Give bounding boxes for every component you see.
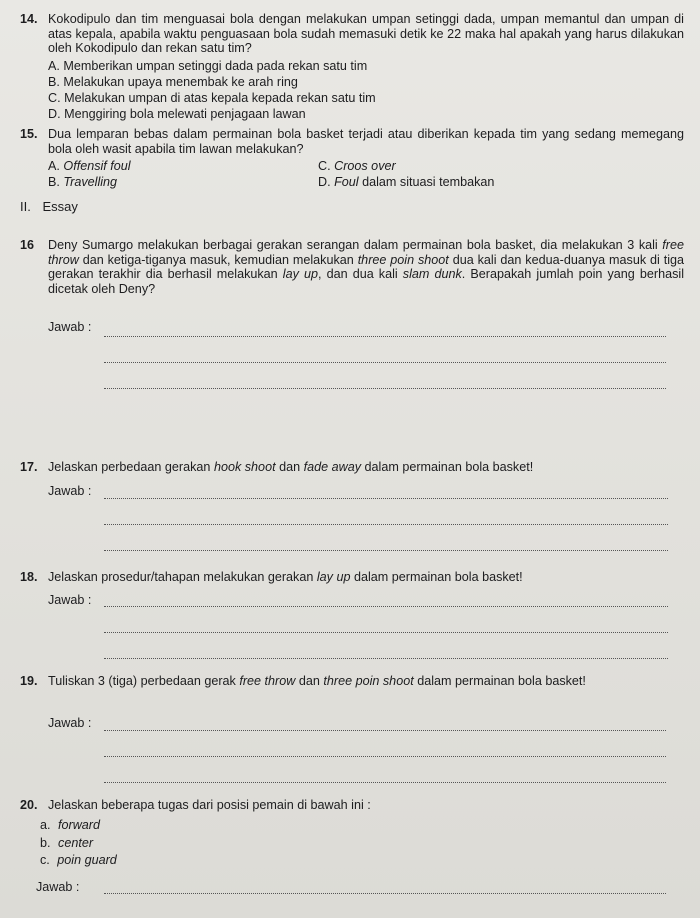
answer-label-16: Jawab : xyxy=(48,320,92,334)
option-15a xyxy=(48,159,131,173)
text-part: Deny Sumargo melakukan berbagai gerakan serangan dalam permainan bola basket, dia melakukan 3 kali xyxy=(48,238,663,252)
term-hook-shoot: hook shoot xyxy=(213,460,276,474)
term-three-poin-shoot: three poin shoot xyxy=(323,674,414,688)
answer-line-18-2[interactable] xyxy=(104,632,668,633)
answer-label-20: Jawab : xyxy=(36,880,80,894)
text-part: dan xyxy=(275,460,304,474)
question-number: 20. xyxy=(20,798,38,812)
text-part: Tuliskan 3 (tiga) perbedaan gerak xyxy=(48,674,240,688)
question-text: Dua lemparan bebas dalam permainan bola basket terjadi atau diberikan kepada tim yang sedang memegang bola oleh wasit apabila tim lawan melakukan? xyxy=(48,127,684,156)
option-text: center xyxy=(58,836,94,850)
term-three-poin-shoot: three poin shoot xyxy=(357,252,449,267)
question-number: 17. xyxy=(20,460,38,474)
option-14b: B. Melakukan upaya menembak ke arah ring xyxy=(48,75,298,89)
option-20b xyxy=(40,836,93,850)
answer-label-19: Jawab : xyxy=(48,716,92,730)
option-label: b. xyxy=(40,836,51,850)
question-text xyxy=(48,674,688,689)
text-part: Jelaskan prosedur/tahapan melakukan gerakan xyxy=(48,570,317,584)
section-heading xyxy=(20,200,78,214)
answer-line-19-1[interactable] xyxy=(104,730,666,731)
section-number: II. xyxy=(20,199,31,214)
option-15d xyxy=(318,175,494,189)
question-text: Kokodipulo dan tim menguasai bola dengan melakukan umpan setinggi dada, umpan memantul dan umpan di atas kepala, apabila waktu penguasaan bola sudah memasuki detik ke 22 maka hal apakah yang harus dilakukan oleh Kokodipulo dan rekan satu tim? xyxy=(48,12,684,55)
answer-line-17-1[interactable] xyxy=(104,498,668,499)
answer-line-18-3[interactable] xyxy=(104,658,668,659)
question-text xyxy=(48,238,684,296)
option-label: B. xyxy=(48,175,60,189)
option-text: Croos over xyxy=(334,159,396,173)
question-number: 14. xyxy=(20,12,38,26)
answer-line-18-1[interactable] xyxy=(104,606,668,607)
question-number: 18. xyxy=(20,570,38,584)
question-number: 19. xyxy=(20,674,38,688)
text-part: dalam permainan bola basket! xyxy=(350,570,523,584)
text-part: dua kali dan kedua-duanya masuk di tiga gerakan terakhir dia berhasil melakukan xyxy=(48,252,685,281)
option-15b xyxy=(48,175,117,189)
term-lay-up: lay up xyxy=(316,570,351,584)
option-14a: A. Memberikan umpan setinggi dada pada rekan satu tim xyxy=(48,59,368,73)
term-slam-dunk: slam dunk xyxy=(402,267,462,281)
option-text: forward xyxy=(58,818,101,832)
option-15c xyxy=(318,159,396,173)
question-text: Jelaskan beberapa tugas dari posisi pemain di bawah ini : xyxy=(48,798,371,812)
option-label: c. xyxy=(40,853,50,867)
option-label: C. xyxy=(318,159,331,173)
answer-line-17-3[interactable] xyxy=(104,550,668,551)
text-part: dalam permainan bola basket! xyxy=(413,674,586,688)
option-label: A. xyxy=(48,159,60,173)
option-text: poin guard xyxy=(57,853,117,867)
option-text: Travelling xyxy=(63,175,118,189)
text-part: , dan dua kali xyxy=(318,267,403,281)
option-14d: D. Menggiring bola melewati penjagaan lawan xyxy=(48,107,306,121)
option-text: dalam situasi tembakan xyxy=(362,175,495,189)
question-text xyxy=(48,460,688,475)
answer-label-17: Jawab : xyxy=(48,484,92,498)
answer-line-20-1[interactable] xyxy=(104,893,666,894)
term-free-throw: free throw xyxy=(239,674,296,688)
answer-line-16-2[interactable] xyxy=(104,362,666,363)
question-number: 15. xyxy=(20,127,38,141)
answer-line-19-3[interactable] xyxy=(104,782,666,783)
option-label: a. xyxy=(40,818,51,832)
section-title: Essay xyxy=(42,199,78,214)
option-20c xyxy=(40,853,117,867)
text-part: dan xyxy=(295,674,324,688)
question-number: 16 xyxy=(20,238,35,252)
answer-line-19-2[interactable] xyxy=(104,756,666,757)
option-14c: C. Melakukan umpan di atas kepala kepada rekan satu tim xyxy=(48,91,376,105)
text-part: . Berapakah jumlah poin yang berhasil dicetak oleh Deny? xyxy=(48,267,684,296)
text-part: Jelaskan perbedaan gerakan xyxy=(48,460,214,474)
text-part: dalam permainan bola basket! xyxy=(361,460,534,474)
question-text xyxy=(48,570,688,585)
option-20a xyxy=(40,818,100,832)
answer-label-18: Jawab : xyxy=(48,593,92,607)
answer-line-16-3[interactable] xyxy=(104,388,666,389)
term-fade-away: fade away xyxy=(303,460,362,474)
answer-line-17-2[interactable] xyxy=(104,524,668,525)
term-free-throw: free throw xyxy=(48,238,684,267)
option-text-italic: Foul xyxy=(334,175,359,189)
term-lay-up: lay up xyxy=(282,267,318,281)
option-text: Offensif foul xyxy=(63,159,131,173)
option-label: D. xyxy=(318,175,331,189)
answer-line-16-1[interactable] xyxy=(104,336,666,337)
text-part: dan ketiga-tiganya masuk, kemudian melakukan xyxy=(78,252,358,267)
